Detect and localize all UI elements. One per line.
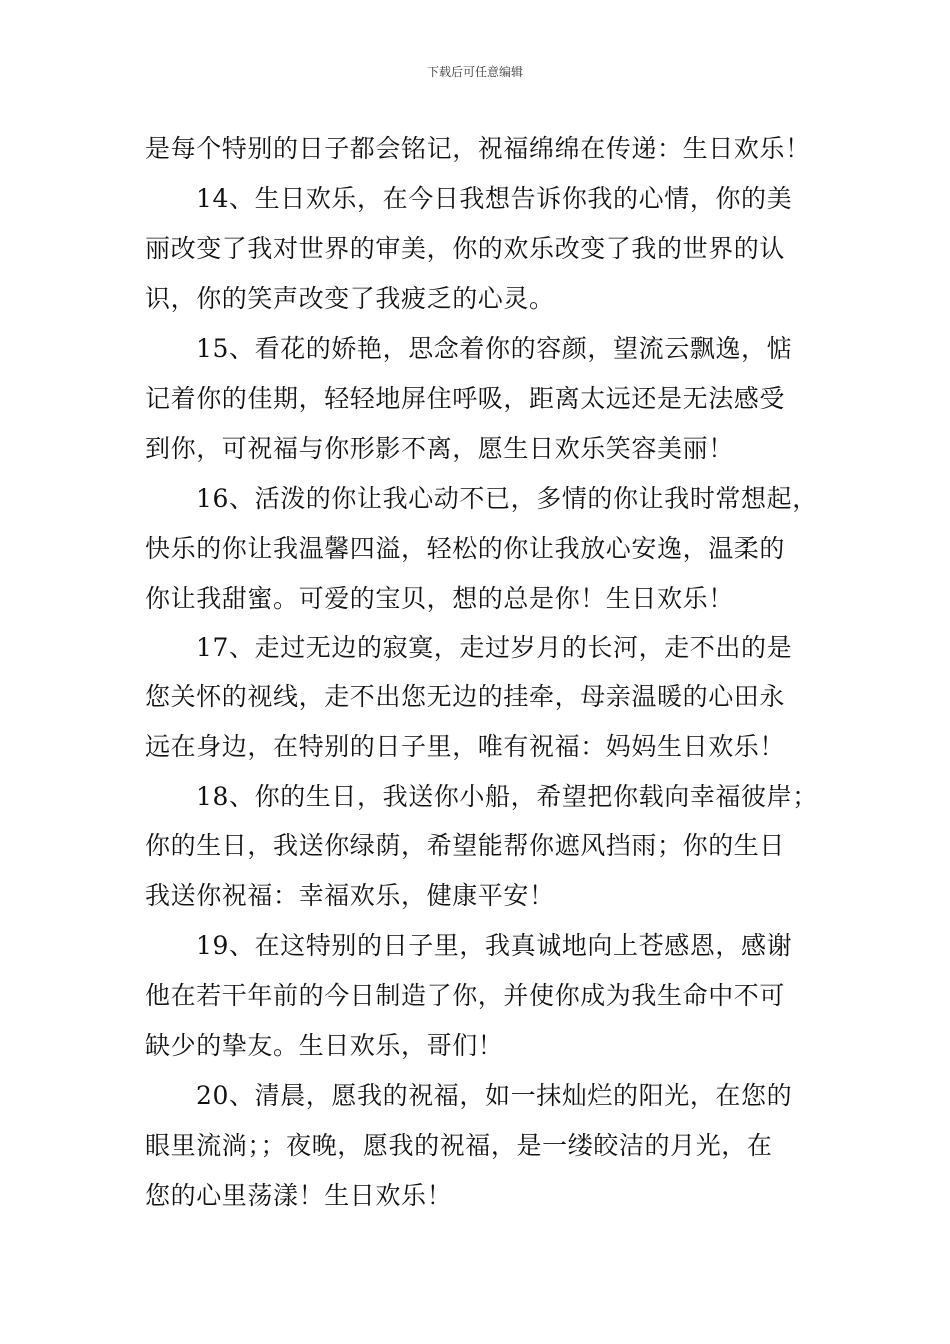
text-line: 我送你祝福：幸福欢乐，健康平安！ — [145, 881, 555, 910]
text-line: 眼里流淌；；夜晚，愿我的祝福，是一缕皎洁的月光，在 — [145, 1131, 773, 1160]
text-line: 他在若干年前的今日制造了你，并使你成为我生命中不可 — [145, 981, 786, 1010]
text-line: 14、生日欢乐，在今日我想告诉你我的心情，你的美 — [196, 184, 793, 213]
text-line: 20、清晨，愿我的祝福，如一抹灿烂的阳光，在您的 — [196, 1081, 793, 1110]
text-line: 是每个特别的日子都会铭记，祝福绵绵在传递：生日欢乐！ — [145, 134, 811, 163]
text-line: 远在身边，在特别的日子里，唯有祝福：妈妈生日欢乐！ — [145, 732, 786, 761]
text-line: 16、活泼的你让我心动不已，多情的你让我时常想起， — [196, 484, 818, 513]
text-line: 17、走过无边的寂寞，走过岁月的长河，走不出的是 — [196, 633, 793, 662]
text-line: 丽改变了我对世界的审美，你的欢乐改变了我的世界的认 — [145, 234, 786, 263]
text-line: 快乐的你让我温馨四溢，轻松的你让我放心安逸，温柔的 — [145, 534, 786, 563]
text-line: 到你，可祝福与你形影不离，愿生日欢乐笑容美丽！ — [145, 434, 734, 463]
text-line: 您的心里荡漾！生日欢乐！ — [145, 1181, 453, 1210]
text-line: 缺少的挚友。生日欢乐，哥们！ — [145, 1031, 504, 1060]
text-line: 您关怀的视线，走不出您无边的挂牵，母亲温暖的心田永 — [145, 682, 786, 711]
text-line: 19、在这特别的日子里，我真诚地向上苍感恩，感谢 — [196, 931, 793, 960]
text-line: 识，你的笑声改变了我疲乏的心灵。 — [145, 284, 555, 313]
text-line: 15、看花的娇艳，思念着你的容颜，望流云飘逸，惦 — [196, 334, 793, 363]
text-line: 你的生日，我送你绿荫，希望能帮你遮风挡雨；你的生日 — [145, 831, 786, 860]
text-line: 18、你的生日，我送你小船，希望把你载向幸福彼岸； — [196, 782, 818, 811]
page-header: 下载后可任意编辑 — [426, 65, 523, 79]
text-line: 你让我甜蜜。可爱的宝贝，想的总是你！生日欢乐！ — [145, 584, 734, 613]
text-line: 记着你的佳期，轻轻地屏住呼吸，距离太远还是无法感受 — [145, 384, 786, 413]
